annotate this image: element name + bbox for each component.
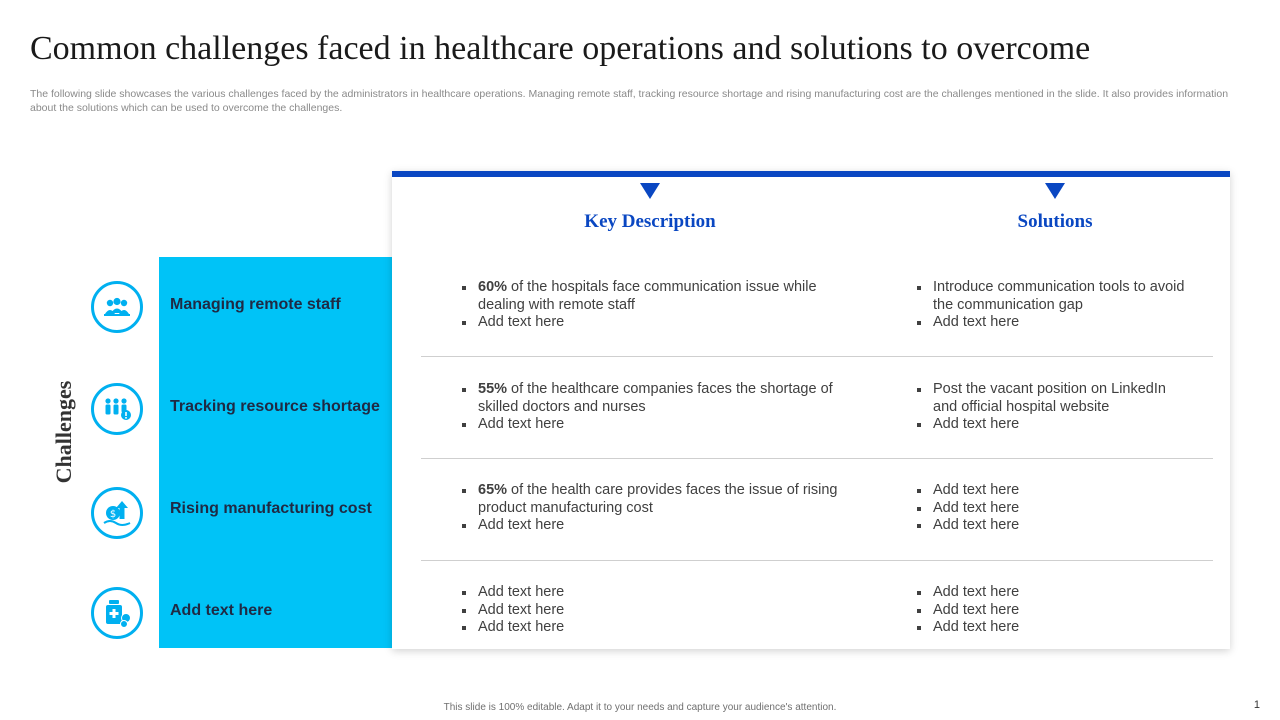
row-divider bbox=[421, 560, 1213, 561]
solutions-marker-icon bbox=[1045, 183, 1065, 199]
list-item-text: Add text here bbox=[478, 517, 565, 533]
list-item-text: of the health care provides faces the issue of rising product manufacturing cost bbox=[478, 482, 838, 516]
solutions-cell bbox=[915, 381, 1185, 434]
stat-value: 55% bbox=[478, 381, 508, 397]
challenge-label: Managing remote staff bbox=[170, 296, 341, 313]
list-item: Add text here bbox=[915, 314, 1185, 332]
remote-team-icon bbox=[91, 281, 143, 333]
list-item bbox=[460, 416, 840, 434]
list-item bbox=[460, 381, 840, 416]
stat-value: 65% bbox=[478, 482, 508, 498]
list-item: Add text here bbox=[915, 416, 1185, 434]
challenges-band bbox=[159, 257, 393, 648]
description-marker-icon bbox=[640, 183, 660, 199]
page-number: 1 bbox=[1253, 699, 1260, 711]
row-divider bbox=[421, 356, 1213, 357]
description-cell bbox=[460, 482, 840, 535]
slide-subtitle: The following slide showcases the various challenges faced by the administrators in healthcare operations. Managing remote staff, tracking resource shortage and rising manufacturing cost are the challenges mentioned in the slide. It also provides information about the solutions which can be used to overcome the challenges. bbox=[30, 88, 1229, 114]
list-item bbox=[460, 314, 840, 332]
challenges-side-label: Challenges bbox=[51, 380, 76, 484]
list-item: Add text here bbox=[915, 482, 1185, 500]
medicine-icon bbox=[91, 587, 143, 639]
description-cell bbox=[460, 279, 840, 332]
list-item bbox=[460, 517, 840, 535]
slide-footer: This slide is 100% editable. Adapt it to your needs and capture your audience's attention. bbox=[443, 702, 837, 713]
solutions-cell bbox=[915, 482, 1185, 535]
challenge-label: Add text here bbox=[170, 602, 273, 619]
column-header-description: Key Description bbox=[584, 211, 716, 232]
rising-cost-icon bbox=[91, 487, 143, 539]
challenge-label: Tracking resource shortage bbox=[170, 398, 380, 415]
list-item bbox=[460, 482, 840, 517]
challenge-label: Rising manufacturing cost bbox=[170, 500, 372, 517]
list-item-text: of the hospitals face communication issue while dealing with remote staff bbox=[478, 279, 817, 313]
slide-title: Common challenges faced in healthcare operations and solutions to overcome bbox=[30, 30, 1091, 67]
list-item: Introduce communication tools to avoid the communication gap bbox=[915, 279, 1185, 314]
list-item bbox=[460, 602, 840, 620]
list-item-text: Add text here bbox=[478, 416, 565, 432]
column-header-solutions: Solutions bbox=[1017, 211, 1093, 232]
description-cell bbox=[460, 584, 840, 637]
list-item-text: Add text here bbox=[478, 314, 565, 330]
solutions-cell bbox=[915, 279, 1185, 332]
row-divider bbox=[421, 458, 1213, 459]
list-item: Add text here bbox=[915, 500, 1185, 518]
list-item: Add text here bbox=[915, 602, 1185, 620]
stat-value: 60% bbox=[478, 279, 508, 295]
list-item-text: of the healthcare companies faces the shortage of skilled doctors and nurses bbox=[478, 381, 833, 415]
list-item-text: Add text here bbox=[478, 601, 565, 618]
list-item bbox=[460, 279, 840, 314]
table-card-top-bar bbox=[392, 171, 1230, 177]
list-item bbox=[460, 584, 840, 602]
list-item: Post the vacant position on LinkedIn and official hospital website bbox=[915, 381, 1185, 416]
list-item-text: Add text here bbox=[478, 584, 565, 600]
staff-shortage-icon bbox=[91, 383, 143, 435]
list-item bbox=[460, 619, 840, 637]
solutions-cell bbox=[915, 584, 1185, 637]
svg-text:$: $ bbox=[109, 509, 117, 520]
list-item: Add text here bbox=[915, 584, 1185, 602]
list-item-text: Add text here bbox=[478, 619, 565, 635]
list-item: Add text here bbox=[915, 517, 1185, 535]
description-cell bbox=[460, 381, 840, 434]
list-item: Add text here bbox=[915, 619, 1185, 637]
